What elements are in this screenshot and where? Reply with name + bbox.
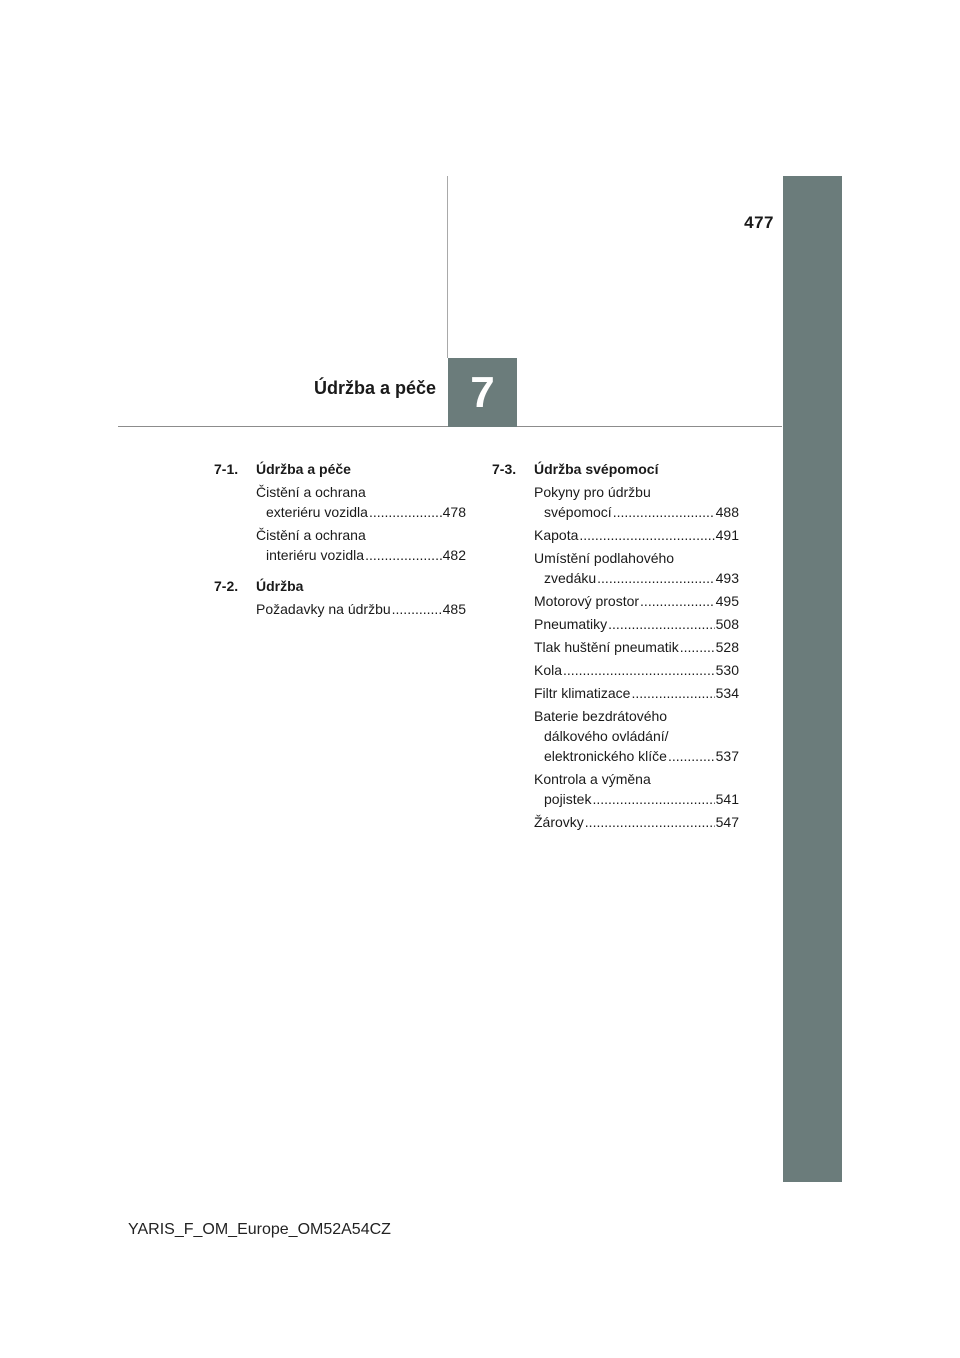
toc-entry-line xyxy=(534,525,739,545)
toc-entry-page: 491 xyxy=(715,527,739,543)
chapter-number-box xyxy=(448,358,517,427)
dot-leader xyxy=(680,637,715,657)
dot-leader xyxy=(592,789,714,809)
toc-section xyxy=(214,576,466,596)
toc-entry-text: interiéru vozidla xyxy=(266,547,365,563)
toc-entry-text: Tlak huštění pneumatik xyxy=(534,639,679,655)
section-title: Údržba xyxy=(256,578,304,594)
toc-entry[interactable] xyxy=(214,599,466,619)
chapter-number: 7 xyxy=(470,367,495,417)
toc-entry-page: 547 xyxy=(715,814,739,830)
section-title: Údržba svépomocí xyxy=(534,461,659,477)
toc-entry-text: svépomocí xyxy=(544,504,612,520)
toc-entry[interactable] xyxy=(492,812,739,832)
toc-entry-line xyxy=(256,545,466,565)
toc-entry[interactable] xyxy=(214,525,466,565)
dot-leader xyxy=(613,502,715,522)
toc-entry-text: Umístění podlahového xyxy=(534,550,675,566)
toc-entry-page: 534 xyxy=(715,685,739,701)
toc-entry[interactable] xyxy=(492,525,739,545)
toc-entry-text: Pokyny pro údržbu xyxy=(534,484,651,500)
toc-entry-page: 541 xyxy=(715,791,739,807)
toc-entry-text: dálkového ovládání/ xyxy=(544,728,669,744)
toc-entry-text: Kontrola a výměna xyxy=(534,771,651,787)
toc-entry[interactable] xyxy=(492,769,739,809)
toc-entry-line xyxy=(534,683,739,703)
section-number: 7-2. xyxy=(214,578,239,594)
page-number: 477 xyxy=(744,213,774,232)
toc-entry-text: Žárovky xyxy=(534,814,584,830)
toc-entry-line xyxy=(534,812,739,832)
toc-entry-text: pojistek xyxy=(544,791,592,807)
section-number: 7-1. xyxy=(214,461,239,477)
section-title: Údržba a péče xyxy=(256,461,351,477)
toc-entry-text: Čistění a ochrana xyxy=(256,484,366,500)
dot-leader xyxy=(579,525,714,545)
toc-entry-text: zvedáku xyxy=(544,570,597,586)
dot-leader xyxy=(585,812,715,832)
toc-entry-line xyxy=(256,482,466,502)
dot-leader xyxy=(631,683,714,703)
toc-entry-line xyxy=(534,769,739,789)
toc-entry-text: exteriéru vozidla xyxy=(266,504,368,520)
toc-entry-line xyxy=(534,637,739,657)
toc-entry[interactable] xyxy=(492,660,739,680)
toc-entry-line xyxy=(256,502,466,522)
dot-leader xyxy=(365,545,442,565)
toc-entry-line xyxy=(534,568,739,588)
toc-column-left xyxy=(214,459,466,622)
toc-entry-text: Čistění a ochrana xyxy=(256,527,366,543)
toc-entry-page: 495 xyxy=(715,593,739,609)
toc-entry-text: Požadavky na údržbu xyxy=(256,601,391,617)
toc-entry-page: 528 xyxy=(715,639,739,655)
document-id: YARIS_F_OM_Europe_OM52A54CZ xyxy=(128,1221,391,1238)
toc-entry-page: 493 xyxy=(715,570,739,586)
toc-entry-line xyxy=(534,746,739,766)
toc-entry-line xyxy=(534,502,739,522)
toc-section xyxy=(214,459,466,479)
dot-leader xyxy=(608,614,714,634)
toc-entry-line xyxy=(534,789,739,809)
toc-entry[interactable] xyxy=(492,683,739,703)
toc-entry-text: Pneumatiky xyxy=(534,616,608,632)
toc-entry-text: elektronického klíče xyxy=(544,748,667,764)
toc-entry[interactable] xyxy=(492,591,739,611)
toc-entry-line xyxy=(256,599,466,619)
toc-entry-text: Baterie bezdrátového xyxy=(534,708,668,724)
toc-entry[interactable] xyxy=(492,706,739,766)
toc-entry-page: 508 xyxy=(715,616,739,632)
toc-entry-line xyxy=(534,548,739,568)
dot-leader xyxy=(640,591,715,611)
toc-entry-text: Kapota xyxy=(534,527,579,543)
toc-entry[interactable] xyxy=(492,637,739,657)
dot-leader xyxy=(563,660,715,680)
dot-leader xyxy=(668,746,715,766)
toc-column-right xyxy=(492,459,739,835)
dot-leader xyxy=(369,502,442,522)
dot-leader xyxy=(392,599,442,619)
toc-entry-line xyxy=(534,591,739,611)
section-number: 7-3. xyxy=(492,461,517,477)
toc-entry-line xyxy=(534,660,739,680)
vertical-divider xyxy=(447,176,448,358)
toc-entry-page: 485 xyxy=(442,601,466,617)
toc-entry[interactable] xyxy=(492,482,739,522)
toc-entry[interactable] xyxy=(214,482,466,522)
chapter-title: Údržba a péče xyxy=(313,378,436,398)
toc-entry-text: Motorový prostor xyxy=(534,593,640,609)
toc-entry-page: 482 xyxy=(442,547,466,563)
toc-entry-line xyxy=(534,706,739,726)
toc-entry[interactable] xyxy=(492,548,739,588)
toc-entry-text: Filtr klimatizace xyxy=(534,685,631,701)
toc-entry-page: 478 xyxy=(442,504,466,520)
toc-entry-page: 537 xyxy=(715,748,739,764)
toc-entry-line xyxy=(534,726,739,746)
chapter-side-tab xyxy=(783,176,842,1182)
dot-leader xyxy=(597,568,714,588)
toc-entry-line xyxy=(256,525,466,545)
toc-entry[interactable] xyxy=(492,614,739,634)
toc-entry-page: 530 xyxy=(715,662,739,678)
toc-entry-line xyxy=(534,482,739,502)
toc-entry-page: 488 xyxy=(715,504,739,520)
toc-entry-text: Kola xyxy=(534,662,563,678)
toc-section xyxy=(492,459,739,479)
toc-entry-line xyxy=(534,614,739,634)
